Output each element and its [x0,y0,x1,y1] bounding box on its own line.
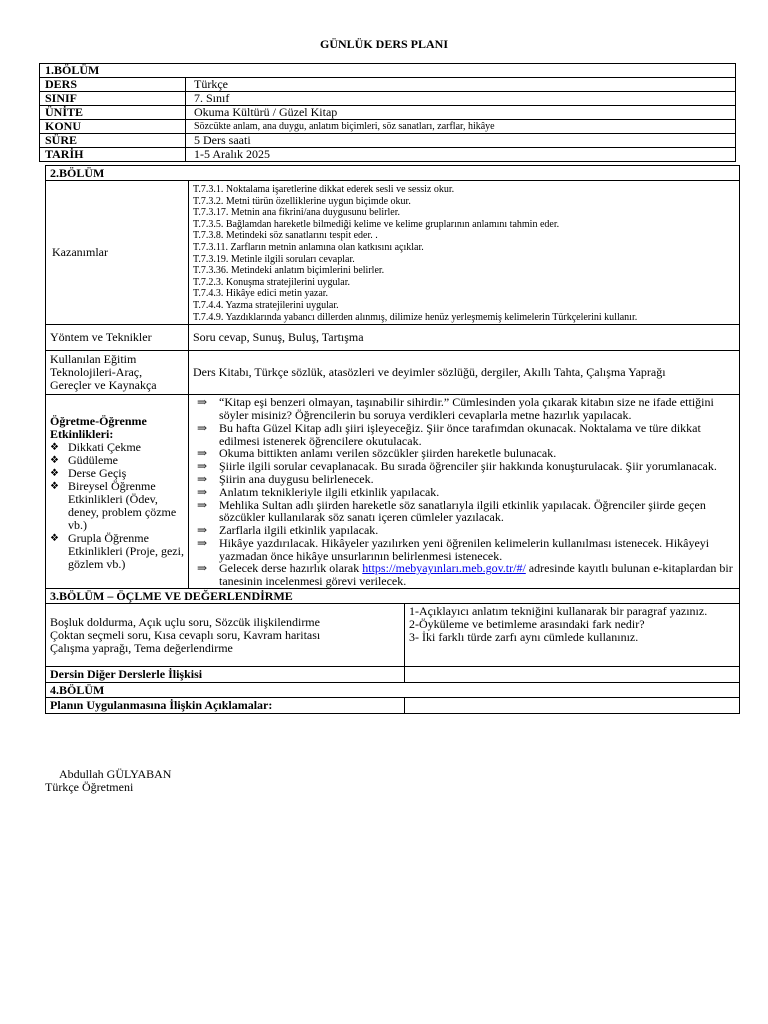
ogrenme-row [46,395,740,589]
tarih-value: 1-5 Aralık 2025 [186,148,736,162]
yontem-row [46,325,740,351]
ogrenme-title: Öğretme-Öğrenme Etkinlikleri: [50,414,147,442]
section1-heading: 1.BÖLÜM [40,64,736,78]
diamond-bullet-icon: ❖ [50,468,59,480]
diamond-bullet-icon: ❖ [50,442,59,454]
aciklama-value [405,698,740,714]
diamond-bullet-icon: ❖ [50,455,59,467]
ogrenme-item: ❖ Güdüleme [50,453,118,468]
arrow-icon: ⇒ [197,535,208,550]
kazanim-item: T.7.3.2. Metni türün özelliklerine uygun biçimde okur. [193,195,411,207]
row-konu [40,120,736,134]
aciklama-label: Planın Uygulanmasına İlişkin Açıklamalar: [46,698,405,714]
iliski-value [405,667,740,683]
row-unite [40,106,736,120]
activities-cell [189,395,740,589]
ogrenme-cell [46,395,189,589]
arac-value: Ders Kitabı, Türkçe sözlük, atasözleri ve deyimler sözlüğü, dergiler, Akıllı Tahta, Çalışma Yaprağı [189,351,740,395]
tarih-label: TARİH [40,148,186,162]
plan-table [45,165,740,714]
ogrenme-item: ❖ Derse Geçiş [50,466,127,481]
activity-item: ⇒ Bu hafta Güzel Kitap adlı şiiri işleyeceğiz. Şiir önce tarafımdan okunacak. Noktalama ve türe dikkat edilmesi istenerek öğrencilere okutulacak. [197,420,701,448]
activities-list [193,396,735,588]
row-sure [40,134,736,148]
ders-label: DERS [40,78,186,92]
arac-row [46,351,740,395]
mebyayinlari-link[interactable]: https://mebyayınları.meb.gov.tr/#/ [362,561,526,576]
row-ders [40,78,736,92]
kazanim-item: T.7.3.11. Zarfların metnin anlamına olan katkısını açıklar. [193,241,424,253]
kazanimlar-row [46,181,740,325]
row-tarih [40,148,736,162]
activity-item: ⇒ Okuma bittikten anlamı verilen sözcükler şiirden hareketle bulunacak. [197,446,557,461]
activity-item: ⇒ Hikâye yazdırılacak. Hikâyeler yazılırken yeni öğrenilen kelimelerin kullanılması istenecek. Hikâyeyi yazmadan önce hikâye unsurlarının belirlenmesi istenecek. [197,535,710,563]
ogrenme-item: ❖ Grupla Öğrenme Etkinlikleri (Proje, gezi, gözlem vb.) [50,531,184,572]
section4-heading: 4.BÖLÜM [46,683,740,698]
olcme-questions: 1-Açıklayıcı anlatım tekniğini kullanarak bir paragraf yazınız. 2-Öyküleme ve betimleme arasındaki fark nedir? 3- İki farklı türde zarfı aynı cümlede kullanınız. [405,604,740,667]
diamond-bullet-icon: ❖ [50,533,59,545]
iliski-label: Dersin Diğer Derslerle İlişkisi [46,667,405,683]
iliski-row [46,667,740,683]
section1-table [39,63,736,162]
kazanim-item: T.7.4.3. Hikâye edici metin yazar. [193,288,329,300]
kazanim-item: T.7.3.19. Metinle ilgili soruları cevaplar. [193,253,355,265]
arrow-icon: ⇒ [197,446,208,461]
sinif-label: SINIF [40,92,186,106]
kazanim-item: T.7.3.17. Metnin ana fikrini/ana duygusunu belirler. [193,207,400,219]
row-sinif [40,92,736,106]
arac-label: Kullanılan Eğitim Teknolojileri-Araç, Gereçler ve Kaynakça [46,351,189,395]
activity-item-last: ⇒ Gelecek derse hazırlık olarak https://mebyayınları.meb.gov.tr/#/ adresinde kayıtlı bulunan e-kitaplardan bir tanesinin incelenmesi görevi verilecek. [197,561,733,589]
activity-item: ⇒ Şiirin ana duygusu belirlenecek. [197,471,374,486]
unite-value: Okuma Kültürü / Güzel Kitap [186,106,736,120]
arrow-icon: ⇒ [197,561,208,576]
ders-value: Türkçe [186,78,736,92]
olcme-row [46,604,740,667]
activity-item: ⇒ Anlatım teknikleriyle ilgili etkinlik yapılacak. [197,484,440,499]
teacher-role: Türkçe Öğretmeni [45,780,134,794]
ogrenme-item: ❖ Dikkati Çekme [50,440,141,455]
arrow-icon: ⇒ [197,484,208,499]
page-title: GÜNLÜK DERS PLANI [319,37,448,51]
konu-label: KONU [40,120,186,134]
konu-value: Sözcükte anlam, ana duygu, anlatım biçimleri, söz sanatları, zarflar, hikâye [186,120,736,134]
yontem-label: Yöntem ve Teknikler [46,325,189,351]
sinif-value: 7. Sınıf [186,92,736,106]
unite-label: ÜNİTE [40,106,186,120]
kazanim-item: T.7.4.4. Yazma stratejilerini uygular. [193,299,339,311]
olcme-methods: Boşluk doldurma, Açık uçlu soru, Sözcük ilişkilendirme Çoktan seçmeli soru, Kısa cevaplı soru, Kavram haritası Çalışma yaprağı, Tema değerlendirme [46,604,405,667]
section3-heading: 3.BÖLÜM – ÖÇLME VE DEĞERLENDİRME [46,589,740,604]
kazanim-item: T.7.3.5. Bağlamdan hareketle bilmediği kelime ve kelime gruplarının anlamını tahmin eder. [193,218,560,230]
sure-value: 5 Ders saati [186,134,736,148]
arrow-icon: ⇒ [197,523,208,538]
kazanim-item: T.7.3.36. Metindeki anlatım biçimlerini belirler. [193,265,385,277]
activity-item: ⇒ “Kitap eşi benzeri olmayan, taşınabilir sihirdir.” Cümlesinden yola çıkarak kitabın size ne ifade ettiğini söyler misiniz? Öğrencilerin bu soruya verdikleri cevaplarla metne hazırlık yapılacak. [197,395,714,422]
teacher-name: Abdullah GÜLYABAN [59,767,172,781]
ogrenme-item: ❖ Bireysel Öğrenme Etkinlikleri (Ödev, deney, problem çözme vb.) [50,479,177,533]
diamond-bullet-icon: ❖ [50,481,59,493]
kazanim-item: T.7.3.8. Metindeki söz sanatlarını tespit eder. . [193,230,378,242]
kazanim-item: T.7.4.9. Yazdıklarında yabancı dillerden alınmış, dilimize henüz yerleşmemiş kelimelerin Türkçelerini kullanır. [193,311,638,323]
arrow-icon: ⇒ [197,420,208,435]
arrow-icon: ⇒ [197,497,208,512]
activity-item: ⇒ Zarflarla ilgili etkinlik yapılacak. [197,523,379,538]
sure-label: SÜRE [40,134,186,148]
kazanim-item: T.7.3.1. Noktalama işaretlerine dikkat ederek sesli ve sessiz okur. [193,184,455,195]
kazanimlar-label: Kazanımlar [46,181,189,325]
kazanim-item: T.7.2.3. Konuşma stratejilerini uygular. [193,276,351,288]
activity-item: ⇒ Mehlika Sultan adlı şiirden hareketle söz sanatlarıyla ilgili etkinlik yapılacak. Öğrenciler şiirde geçen sözcükler kullanılarak söz sanatı içeren cümleler yazılacak. [197,497,706,525]
arrow-icon: ⇒ [197,471,208,486]
kazanimlar-list [189,181,740,325]
yontem-value: Soru cevap, Sunuş, Buluş, Tartışma [189,325,740,351]
arrow-icon: ⇒ [197,459,208,474]
section2-heading: 2.BÖLÜM [46,166,740,181]
activity-item: ⇒ Şiirle ilgili sorular cevaplanacak. Bu sırada öğrenciler şiir hakkında konuşturulacak. Şiir yorumlanacak. [197,459,717,474]
ogrenme-list [50,441,184,571]
aciklama-row [46,698,740,714]
arrow-icon: ⇒ [197,395,208,410]
